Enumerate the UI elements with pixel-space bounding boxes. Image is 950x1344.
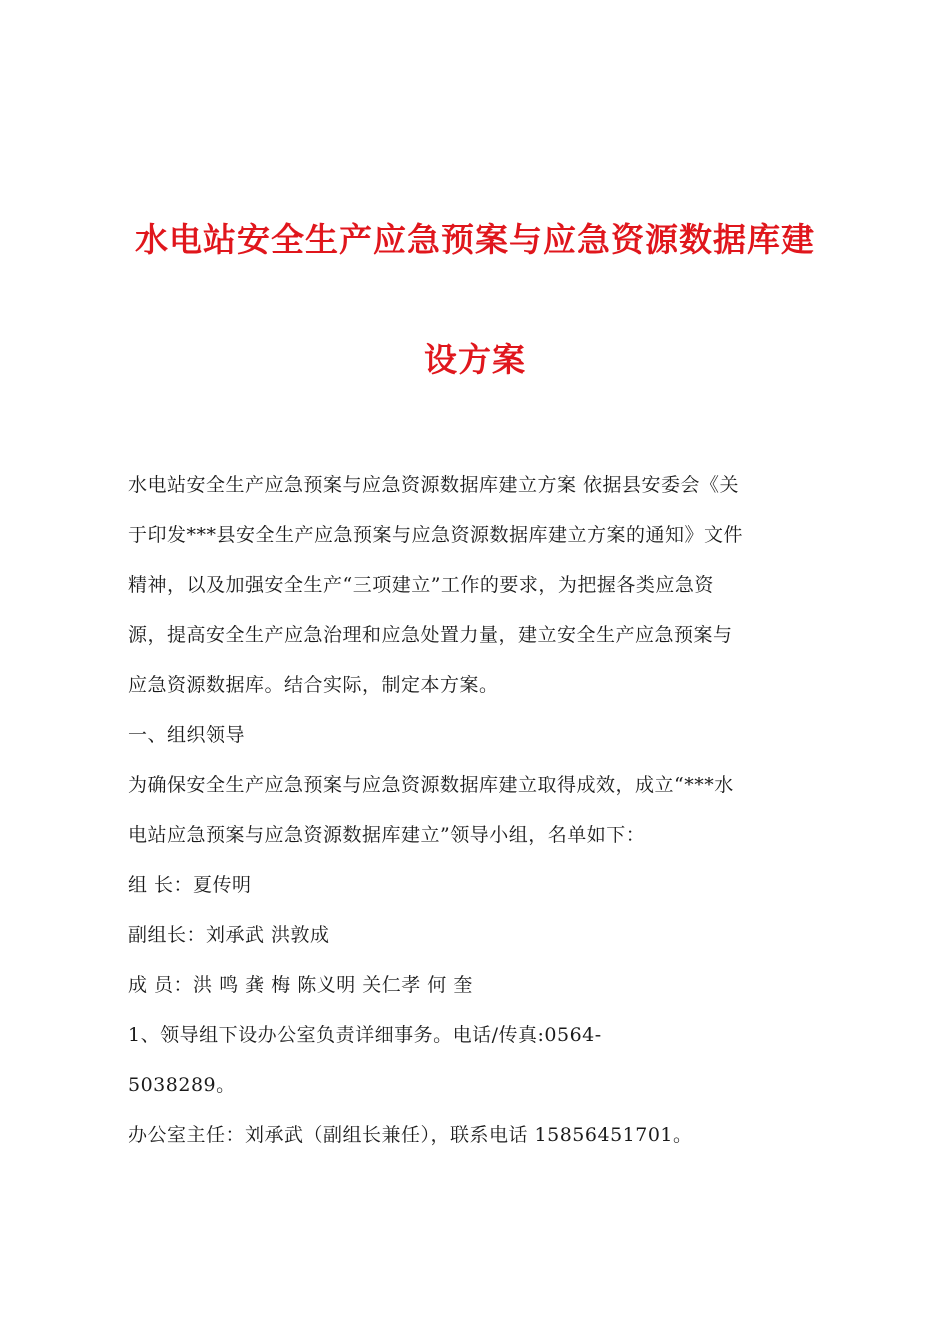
office-line-2: 5038289。 (128, 1074, 236, 1096)
office-director-entry: 办公室主任：刘承武（副组长兼任），联系电话 15856451701。 (128, 1124, 693, 1146)
intro-line-4: 源，提高安全生产应急治理和应急处置力量，建立安全生产应急预案与 (128, 624, 733, 646)
section1-paragraph-line-2: 电站应急预案与应急资源数据库建立”领导小组，名单如下： (128, 824, 646, 846)
deputy-leader-entry: 副组长：刘承武 洪敦成 (128, 924, 330, 946)
document-title-line-2: 设方案 (424, 340, 526, 379)
intro-line-5: 应急资源数据库。结合实际，制定本方案。 (128, 674, 499, 696)
members-entry: 成 员：洪 鸣 龚 梅 陈义明 关仁孝 何 奎 (128, 974, 473, 996)
intro-line-2: 于印发***县安全生产应急预案与应急资源数据库建立方案的通知》文件 (128, 524, 744, 546)
office-line-1: 1、领导组下设办公室负责详细事务。电话/传真:0564- (128, 1024, 602, 1046)
section1-paragraph-line-1: 为确保安全生产应急预案与应急资源数据库建立取得成效，成立“***水 (128, 774, 734, 796)
section-heading-organization: 一、组织领导 (128, 724, 246, 746)
intro-line-1: 水电站安全生产应急预案与应急资源数据库建立方案 依据县安委会《关 (128, 474, 740, 496)
intro-line-3: 精神，以及加强安全生产“三项建立”工作的要求，为把握各类应急资 (128, 574, 714, 596)
leader-entry: 组 长：夏传明 (128, 874, 252, 896)
document-title-line-1: 水电站安全生产应急预案与应急资源数据库建 (135, 220, 815, 259)
